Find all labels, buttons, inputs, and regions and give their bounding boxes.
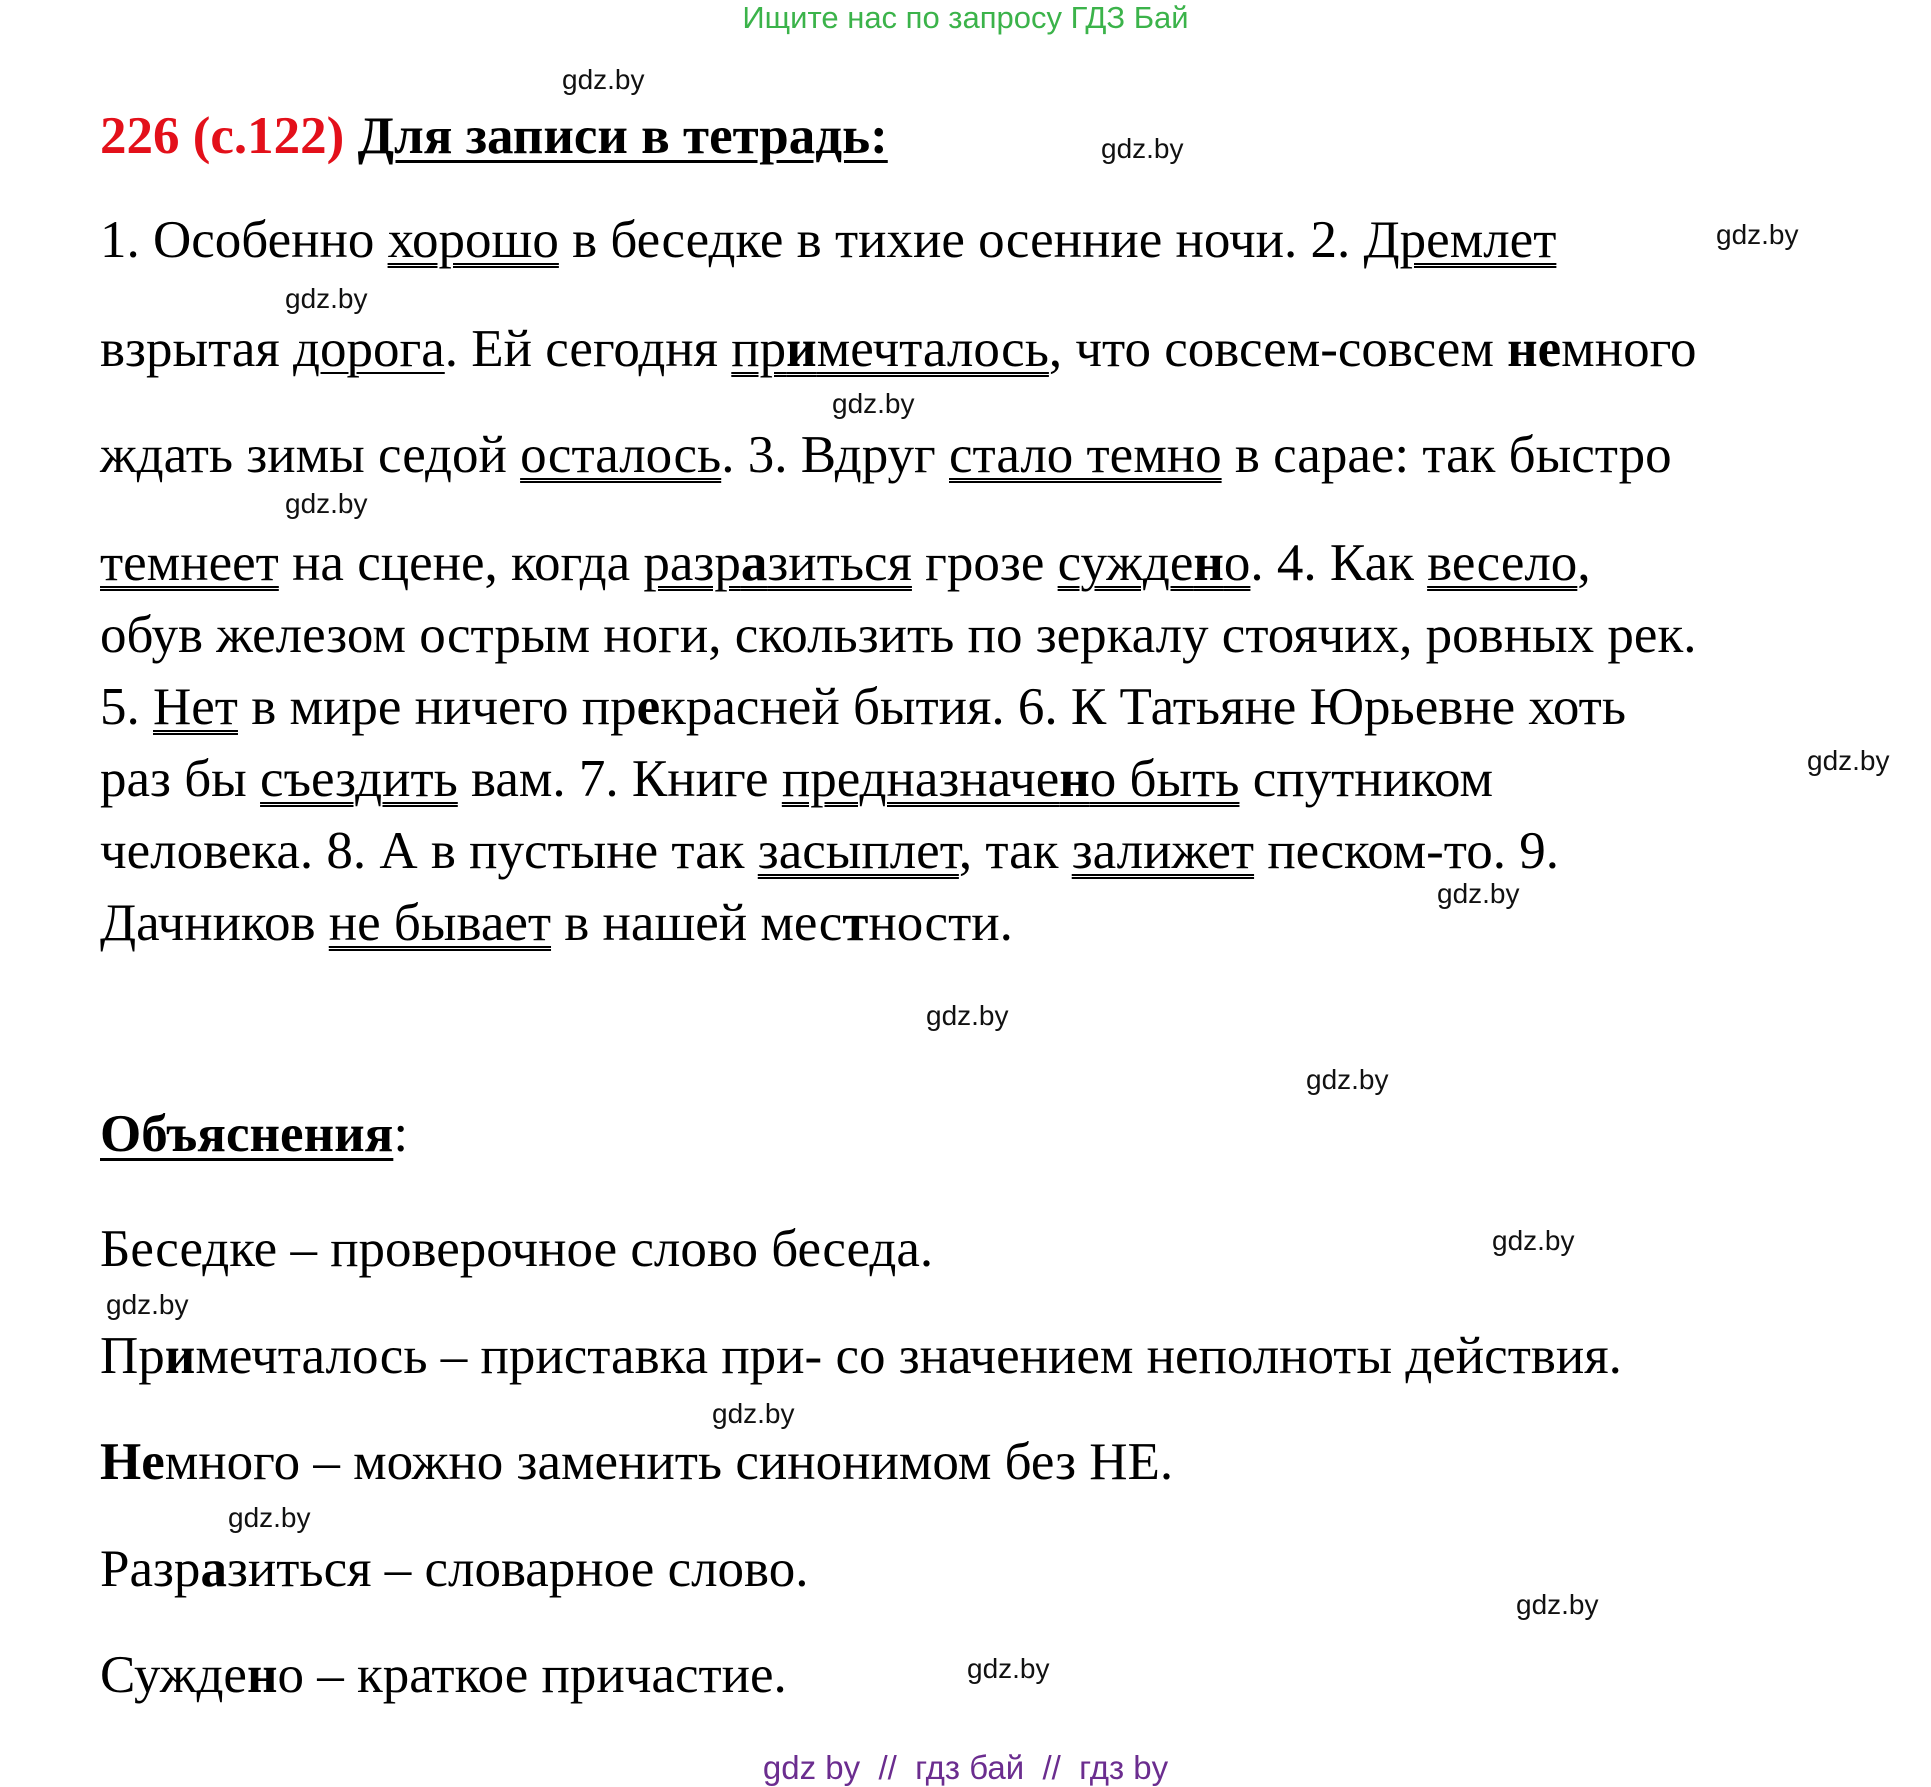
text-line-7: раз бы съездить вам. 7. Книге предназначено быть спутником bbox=[100, 750, 1494, 808]
watermark: gdz.by bbox=[1437, 878, 1520, 909]
text-line-4: темнеет на сцене, когда разразиться грозе суждено. 4. Как весело, bbox=[100, 534, 1591, 592]
explanations-heading: Объяснения: bbox=[100, 1105, 409, 1163]
explanation-5: Суждено – краткое причастие. bbox=[100, 1646, 787, 1704]
watermark: gdz.by bbox=[285, 488, 368, 519]
explanation-3: Немного – можно заменить синонимом без НЕ. bbox=[100, 1433, 1174, 1491]
text-line-8: человека. 8. А в пустыне так засыплет, так залижет песком-то. 9. bbox=[100, 822, 1559, 880]
watermark: gdz.by bbox=[967, 1653, 1050, 1684]
watermark: gdz.by bbox=[1306, 1064, 1389, 1095]
watermark: gdz.by bbox=[106, 1289, 189, 1320]
text-line-2: взрытая дорога. Ей сегодня примечталось, что совсем-совсем немного bbox=[100, 320, 1697, 378]
exercise-number: 226 (с.122) bbox=[100, 107, 345, 165]
watermark: gdz.by bbox=[1492, 1225, 1575, 1256]
watermark: gdz.by bbox=[285, 283, 368, 314]
watermark: gdz.by bbox=[712, 1398, 795, 1429]
footer-links: gdz by // гдз бай // гдз by bbox=[762, 1749, 1169, 1786]
exercise-heading: Для записи в тетрадь: bbox=[357, 107, 888, 165]
text-line-1: 1. Особенно хорошо в беседке в тихие осенние ночи. 2. Дремлет bbox=[100, 211, 1557, 269]
explanation-2: Примечталось – приставка при- со значением неполноты действия. bbox=[100, 1327, 1622, 1385]
text-line-9: Дачников не бывает в нашей местности. bbox=[100, 894, 1013, 952]
explanation-4: Разразиться – словарное слово. bbox=[100, 1540, 809, 1598]
search-banner: Ищите нас по запросу ГДЗ Бай bbox=[742, 0, 1189, 35]
watermark: gdz.by bbox=[228, 1502, 311, 1533]
watermark: gdz.by bbox=[1516, 1589, 1599, 1620]
text-line-5: обув железом острым ноги, скользить по зеркалу стоячих, ровных рек. bbox=[100, 606, 1697, 664]
watermark: gdz.by bbox=[1807, 745, 1890, 776]
watermark: gdz.by bbox=[562, 64, 645, 95]
watermark: gdz.by bbox=[832, 388, 915, 419]
watermark: gdz.by bbox=[1101, 133, 1184, 164]
text-line-6: 5. Нет в мире ничего прекрасней бытия. 6. К Татьяне Юрьевне хоть bbox=[100, 678, 1627, 736]
text-line-3: ждать зимы седой осталось. 3. Вдруг стало темно в сарае: так быстро bbox=[100, 426, 1672, 484]
watermark: gdz.by bbox=[1716, 219, 1799, 250]
explanation-1: Беседке – проверочное слово беседа. bbox=[100, 1220, 934, 1278]
watermark: gdz.by bbox=[926, 1000, 1009, 1031]
exercise-title bbox=[100, 106, 888, 166]
